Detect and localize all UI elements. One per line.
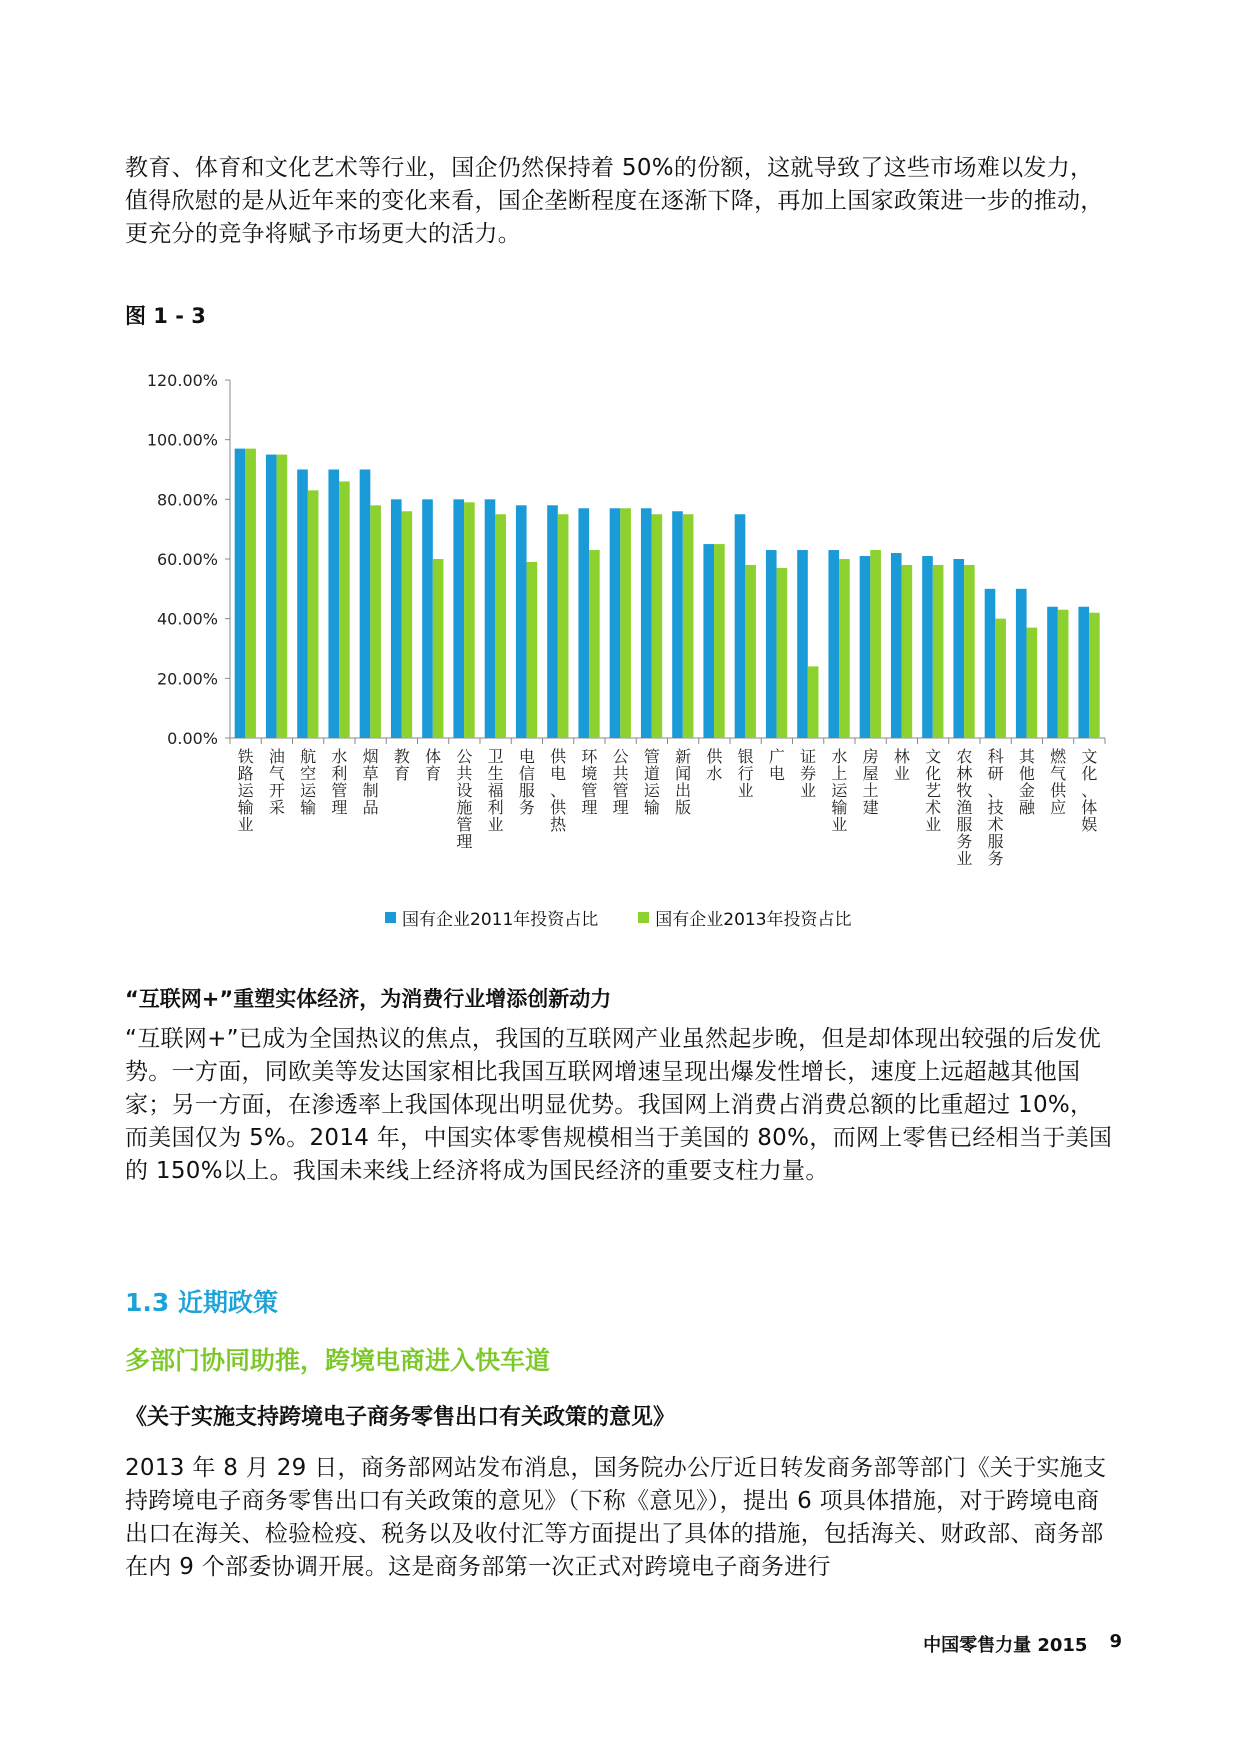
bar-2011 xyxy=(328,470,339,739)
x-category-label: 公共管理 xyxy=(612,747,629,817)
bar-2013 xyxy=(1089,613,1100,738)
y-tick-label: 0.00% xyxy=(167,729,218,748)
x-category-label: 水利管理 xyxy=(331,747,348,817)
bar-2013 xyxy=(777,568,788,738)
x-category-label: 环境管理 xyxy=(581,747,598,817)
bar-2011 xyxy=(453,499,464,738)
x-category-label: 其他金融 xyxy=(1018,747,1035,817)
legend-swatch-2013 xyxy=(638,912,649,923)
bar-2011 xyxy=(1078,607,1089,738)
bar-2011 xyxy=(953,559,964,738)
x-category-label: 广电 xyxy=(768,747,785,783)
x-category-label: 农林牧渔服务业 xyxy=(956,747,973,868)
bar-2013 xyxy=(402,511,413,738)
bar-2013 xyxy=(339,481,350,738)
bar-2011 xyxy=(1016,589,1027,738)
chart-legend xyxy=(385,905,852,930)
bar-2013 xyxy=(558,514,569,738)
bar-2013 xyxy=(870,550,881,738)
bar-2013 xyxy=(995,619,1006,738)
bar-2011 xyxy=(703,544,714,738)
bar-2011 xyxy=(297,470,308,739)
x-category-label: 林业 xyxy=(893,747,910,783)
bar-2011 xyxy=(235,449,246,738)
bar-2013 xyxy=(433,559,444,738)
legend-swatch-2011 xyxy=(385,912,396,923)
bar-2011 xyxy=(860,556,871,738)
x-category-label: 新闻出版 xyxy=(675,747,692,817)
bar-2011 xyxy=(922,556,933,738)
x-category-label: 教育 xyxy=(393,747,410,783)
x-category-label: 铁路运输业 xyxy=(237,747,254,834)
bar-2013 xyxy=(964,565,975,738)
y-tick-label: 80.00% xyxy=(156,490,218,510)
internet-paragraph: “互联网+”已成为全国热议的焦点，我国的互联网产业虽然起步晚，但是却体现出较强的后发优势。一方面，同欧美等发达国家相比我国互联网增速呈现出爆发性增长，速度上远超越其他国家；另一方面，在渗透率上我国体现出明显优势。我国网上消费占消费总额的比重超过 10%，而美国仅为 5%。2014 年，中国实体零售规模相当于美国的 80%，而网上零售已经相当于美国的 150%以上。我国未来线上经济将成为国民经济的重要支柱力量。 xyxy=(125,1026,1113,1184)
bar-2011 xyxy=(360,470,371,739)
x-category-label: 卫生福利业 xyxy=(487,747,504,834)
legend-item-2011 xyxy=(385,905,598,930)
legend-label-2013: 国有企业2013年投资占比 xyxy=(655,910,852,930)
bar-2013 xyxy=(370,505,381,738)
figure-label: 图 1 - 3 xyxy=(125,304,206,328)
bar-2011 xyxy=(391,499,402,738)
bar-2013 xyxy=(495,514,506,738)
x-category-label: 科研、技术服务 xyxy=(987,747,1004,868)
x-category-label: 油气开采 xyxy=(268,747,285,817)
bar-2011 xyxy=(266,455,277,738)
bar-2013 xyxy=(683,514,694,738)
bar-2013 xyxy=(308,490,319,738)
legend-label-2011: 国有企业2011年投资占比 xyxy=(402,910,599,930)
page-number: 9 xyxy=(1109,1631,1122,1652)
bar-2013 xyxy=(745,565,756,738)
x-category-label: 烟草制品 xyxy=(362,747,379,817)
bar-2011 xyxy=(516,505,527,738)
bar-2013 xyxy=(1027,628,1038,738)
intro-paragraph: 教育、体育和文化艺术等行业，国企仍然保持着 50%的份额，这就导致了这些市场难以发力，值得欣慰的是从近年来的变化来看，国企垄断程度在逐渐下降，再加上国家政策进一步的推动，更充分的竞争将赋予市场更大的活力。 xyxy=(125,155,1104,247)
y-tick-label: 120.00% xyxy=(146,371,218,390)
bar-2013 xyxy=(839,559,850,738)
x-category-label: 体育 xyxy=(425,747,442,783)
bar-2013 xyxy=(808,666,819,738)
bar-2013 xyxy=(933,565,944,738)
page-footer xyxy=(923,1631,1122,1657)
bar-2011 xyxy=(672,511,683,738)
bar-2013 xyxy=(464,502,475,738)
policy-paragraph: 2013 年 8 月 29 日，商务部网站发布消息，国务院办公厅近日转发商务部等部门《关于实施支持跨境电子商务零售出口有关政策的意见》（下称《意见》），提出 6 项具体措施，对于跨境电商出口在海关、检验检疫、税务以及收付汇等方面提出了具体的措施，包括海关、财政部、商务部在内 9 个部委协调开展。这是商务部第一次正式对跨境电子商务进行 xyxy=(125,1455,1107,1580)
x-category-label: 电信服务 xyxy=(518,747,535,817)
section-heading: 1.3 近期政策 xyxy=(125,1288,278,1317)
bar-2011 xyxy=(891,553,902,738)
bar-2011 xyxy=(797,550,808,738)
x-category-label: 管道运输 xyxy=(643,747,660,817)
x-category-label: 公共设施管理 xyxy=(456,747,473,851)
bar-2011 xyxy=(828,550,839,738)
bar-2013 xyxy=(1058,610,1069,738)
bar-chart xyxy=(120,365,1120,895)
bar-2011 xyxy=(610,508,621,738)
subsection-heading: 多部门协同助推，跨境电商进入快车道 xyxy=(125,1346,551,1375)
bar-2011 xyxy=(735,514,746,738)
internet-heading: “互联网+”重塑实体经济，为消费行业增添创新动力 xyxy=(125,987,612,1011)
bar-2013 xyxy=(589,550,600,738)
bar-2011 xyxy=(985,589,996,738)
bar-2013 xyxy=(714,544,725,738)
x-category-label: 供电、供热 xyxy=(550,747,567,834)
x-category-label: 航空运输 xyxy=(300,747,317,817)
legend-item-2013 xyxy=(638,905,851,930)
y-tick-label: 20.00% xyxy=(156,669,218,689)
bar-2013 xyxy=(652,514,663,738)
bar-2011 xyxy=(485,499,496,738)
y-tick-label: 60.00% xyxy=(156,550,218,569)
x-category-label: 水上运输业 xyxy=(831,747,848,834)
x-category-label: 银行业 xyxy=(737,747,754,800)
y-tick-label: 100.00% xyxy=(146,430,218,450)
bar-2013 xyxy=(902,565,913,738)
y-tick-label: 40.00% xyxy=(156,609,218,629)
x-category-label: 文化、体娱 xyxy=(1081,747,1098,834)
bar-2013 xyxy=(245,449,256,738)
bar-2013 xyxy=(620,508,631,738)
x-category-label: 房屋土建 xyxy=(862,747,879,817)
bar-2011 xyxy=(1047,607,1058,738)
document-title: 《关于实施支持跨境电子商务零售出口有关政策的意见》 xyxy=(125,1405,676,1430)
bar-2011 xyxy=(422,499,433,738)
bar-2013 xyxy=(527,562,538,738)
bar-2011 xyxy=(547,505,558,738)
bar-2011 xyxy=(578,508,589,738)
footer-title: 中国零售力量 2015 xyxy=(923,1635,1088,1656)
x-category-label: 燃气供应 xyxy=(1050,747,1067,817)
bar-2011 xyxy=(766,550,777,738)
x-category-label: 文化艺术业 xyxy=(925,747,942,834)
x-category-label: 证券业 xyxy=(800,747,817,800)
bar-2011 xyxy=(641,508,652,738)
bar-2013 xyxy=(277,455,288,738)
x-category-label: 供水 xyxy=(706,747,723,783)
